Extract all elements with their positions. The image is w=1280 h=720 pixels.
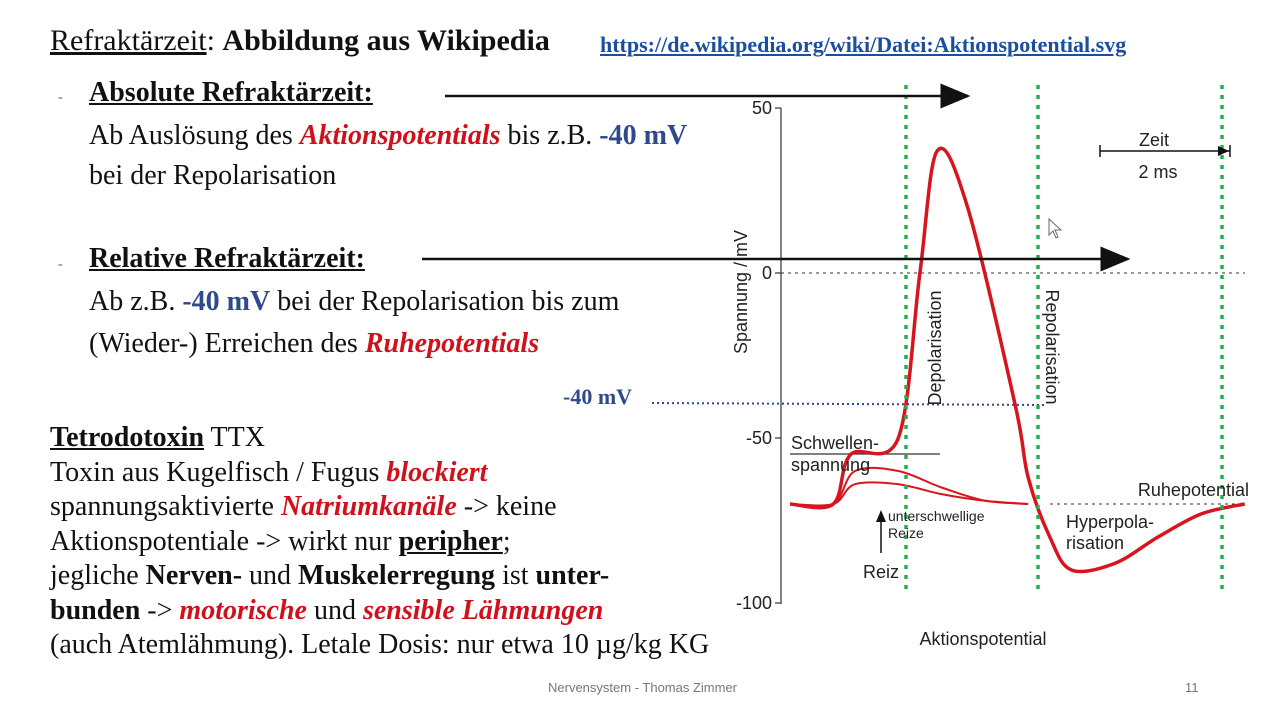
absolute-line2: bei der Repolarisation xyxy=(89,160,337,191)
y-tick-label: -100 xyxy=(735,593,772,613)
y-axis-label: Spannung / mV xyxy=(731,229,751,355)
ttx-muskelerregung: Muskelerregung xyxy=(298,560,496,591)
title-prefix: Refraktärzeit xyxy=(50,24,207,57)
footer-text: Nervensystem - Thomas Zimmer xyxy=(548,680,738,695)
subthreshold-curve xyxy=(790,482,1028,505)
hyperpolarisation-label-1: Hyperpola- xyxy=(1066,512,1155,532)
ttx-nerven: Nerven- xyxy=(145,560,243,591)
wikipedia-link[interactable]: https://de.wikipedia.org/wiki/Datei:Aktionspotential.svg xyxy=(600,32,1127,57)
title-bold: Abbildung aus Wikipedia xyxy=(222,24,550,57)
ttx-l5a: jegliche xyxy=(50,560,146,591)
abs-aktionspotentials: Aktionspotentials xyxy=(299,120,501,151)
absolute-heading: Absolute Refraktärzeit: xyxy=(89,77,373,108)
ttx-sensible: sensible Lähmungen xyxy=(362,594,604,626)
ttx-blockiert: blockiert xyxy=(386,456,488,488)
ttx-natriumkanaele: Natriumkanäle xyxy=(280,491,457,522)
ttx-abbr: TTX xyxy=(204,422,265,453)
curves xyxy=(790,148,1245,571)
mouse-cursor-icon xyxy=(1049,219,1061,238)
subthreshold-label-2: Reize xyxy=(888,525,924,541)
rel-text-c: bei der Repolarisation bis zum xyxy=(270,286,620,317)
ttx-unter: unter- xyxy=(535,560,610,591)
y-ticks xyxy=(736,98,781,613)
abs-minus40: -40 mV xyxy=(599,120,688,151)
bullet-relative: - xyxy=(58,257,63,272)
y-tick-label: 50 xyxy=(751,98,772,118)
bullet-absolute: - xyxy=(58,90,63,105)
depolarisation-label: Depolarisation xyxy=(925,290,945,406)
rel-ruhepotentials: Ruhepotentials xyxy=(364,328,540,359)
time-label: Zeit xyxy=(1138,130,1170,150)
repolarisation-label: Repolarisation xyxy=(1042,289,1062,405)
ttx-l6b: -> xyxy=(140,594,180,626)
ttx-l6d: und xyxy=(306,594,363,626)
ttx-l2a: Toxin aus Kugelfisch / Fugus xyxy=(50,456,387,488)
threshold-label-1: Schwellen- xyxy=(791,433,880,453)
ttx-l5e: ist xyxy=(495,560,536,591)
ttx-motorische: motorische xyxy=(179,594,307,626)
y-tick-label: -50 xyxy=(745,428,772,448)
resting-potential-label: Ruhepotential xyxy=(1137,480,1249,500)
ttx-peripher: peripher xyxy=(398,525,503,557)
minus40-marker-label: -40 mV xyxy=(563,384,633,409)
x-axis-label: Aktionspotential xyxy=(919,629,1047,649)
minus40-dotted-line xyxy=(652,403,1045,405)
rel-text-d: (Wieder-) Erreichen des xyxy=(89,328,365,359)
subthreshold-label-1: unterschwellige xyxy=(888,508,985,524)
time-scale-label: 2 ms xyxy=(1138,162,1178,182)
hyperpolarisation-label-2: risation xyxy=(1066,533,1125,553)
stimulus-arrowhead xyxy=(876,510,886,522)
rel-minus40: -40 mV xyxy=(182,286,271,317)
ttx-line7: (auch Atemlähmung). Letale Dosis: nur etwa 10 µg/kg KG xyxy=(50,629,710,660)
y-tick-label: 0 xyxy=(761,263,772,283)
rel-text-a: Ab z.B. xyxy=(89,286,183,317)
stimulus-label: Reiz xyxy=(863,562,900,582)
title-colon: : xyxy=(206,24,215,57)
ttx-l5c: und xyxy=(242,560,299,591)
abs-text-c: bis z.B. xyxy=(500,120,600,151)
ttx-l4a: Aktionspotentiale -> wirkt nur xyxy=(50,525,399,557)
ttx-l3a: spannungsaktivierte xyxy=(50,491,281,522)
ttx-name: Tetrodotoxin xyxy=(50,422,205,453)
threshold-label-2: spannung xyxy=(791,455,871,475)
ttx-l3c: -> keine xyxy=(456,491,557,522)
ttx-l4c: ; xyxy=(502,525,511,557)
page-number: 11 xyxy=(1185,680,1199,695)
abs-text-a: Ab Auslösung des xyxy=(89,120,300,151)
action-potential-curve xyxy=(790,148,1245,571)
ttx-bunden: bunden xyxy=(50,594,141,626)
relative-heading: Relative Refraktärzeit: xyxy=(89,243,365,274)
